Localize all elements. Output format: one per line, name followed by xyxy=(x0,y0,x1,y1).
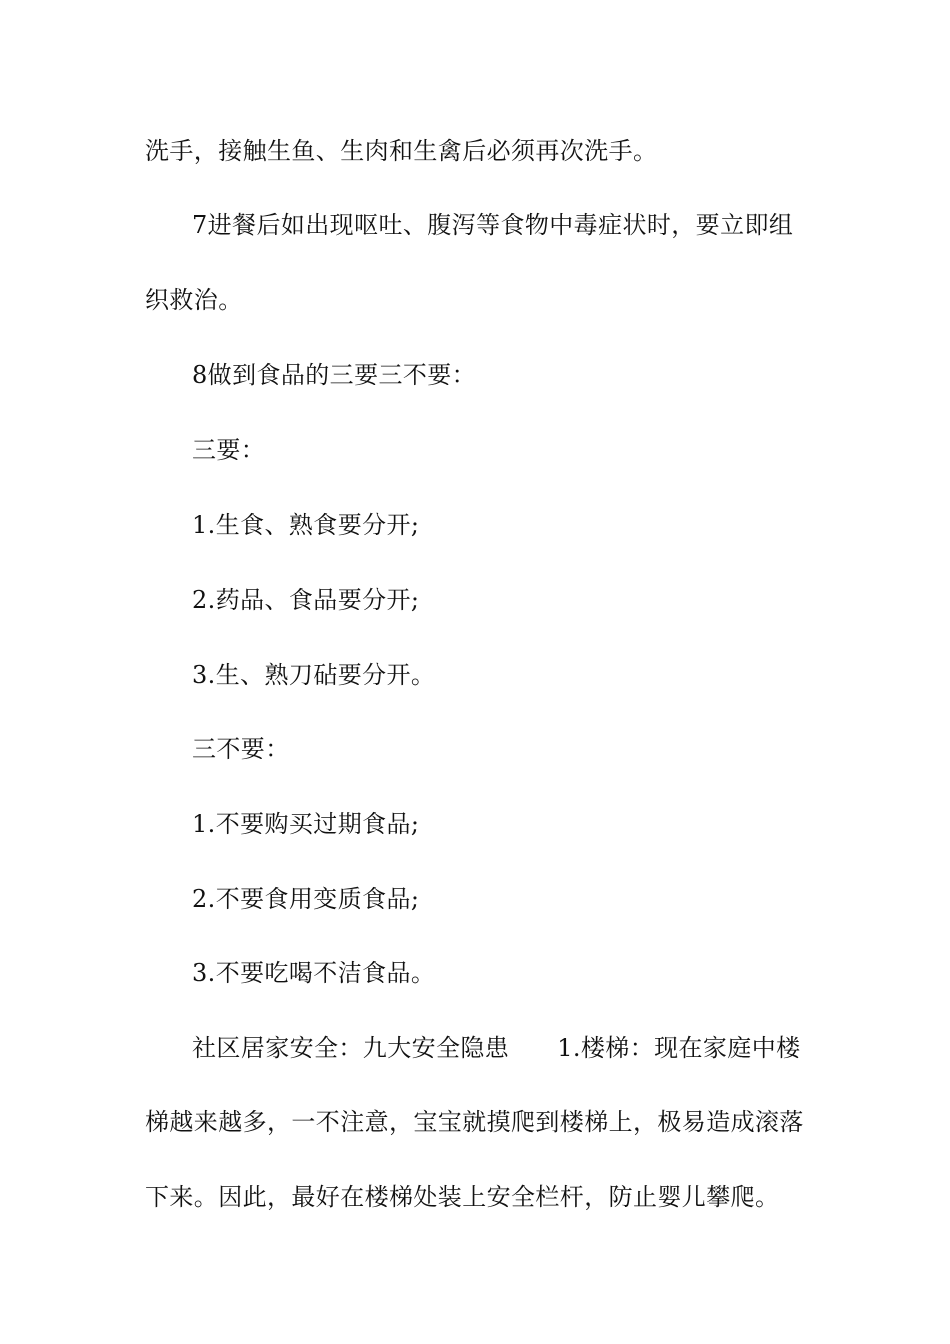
paragraph-line-15: 下来。因此，最好在楼梯处装上安全栏杆，防止婴儿攀爬。 xyxy=(145,1183,780,1211)
list-item-must-1: 1.生食、熟食要分开; xyxy=(192,511,420,539)
section-heading-home-safety: 社区居家安全：九大安全隐患 xyxy=(192,1034,510,1062)
list-item-must-3: 3.生、熟刀砧要分开。 xyxy=(192,661,436,689)
paragraph-line-3: 织救治。 xyxy=(145,286,243,314)
heading-three-musts: 三要： xyxy=(192,436,266,464)
list-item-dont-3: 3.不要吃喝不洁食品。 xyxy=(192,959,436,987)
list-item-dont-2: 2.不要食用变质食品; xyxy=(192,885,420,913)
paragraph-line-14: 梯越来越多，一不注意，宝宝就摸爬到楼梯上，极易造成滚落 xyxy=(145,1108,804,1136)
stairs-item-start: 1.楼梯：现在家庭中楼 xyxy=(557,1034,801,1062)
heading-three-donts: 三不要： xyxy=(192,735,290,763)
list-item-must-2: 2.药品、食品要分开; xyxy=(192,586,420,614)
list-item-dont-1: 1.不要购买过期食品; xyxy=(192,810,420,838)
paragraph-line-13 xyxy=(192,1028,815,1068)
paragraph-line-2: 7进餐后如出现呕吐、腹泻等食物中毒症状时，要立即组 xyxy=(192,211,794,239)
paragraph-line-1: 洗手，接触生鱼、生肉和生禽后必须再次洗手。 xyxy=(145,137,658,165)
paragraph-line-4: 8做到食品的三要三不要： xyxy=(192,361,477,389)
